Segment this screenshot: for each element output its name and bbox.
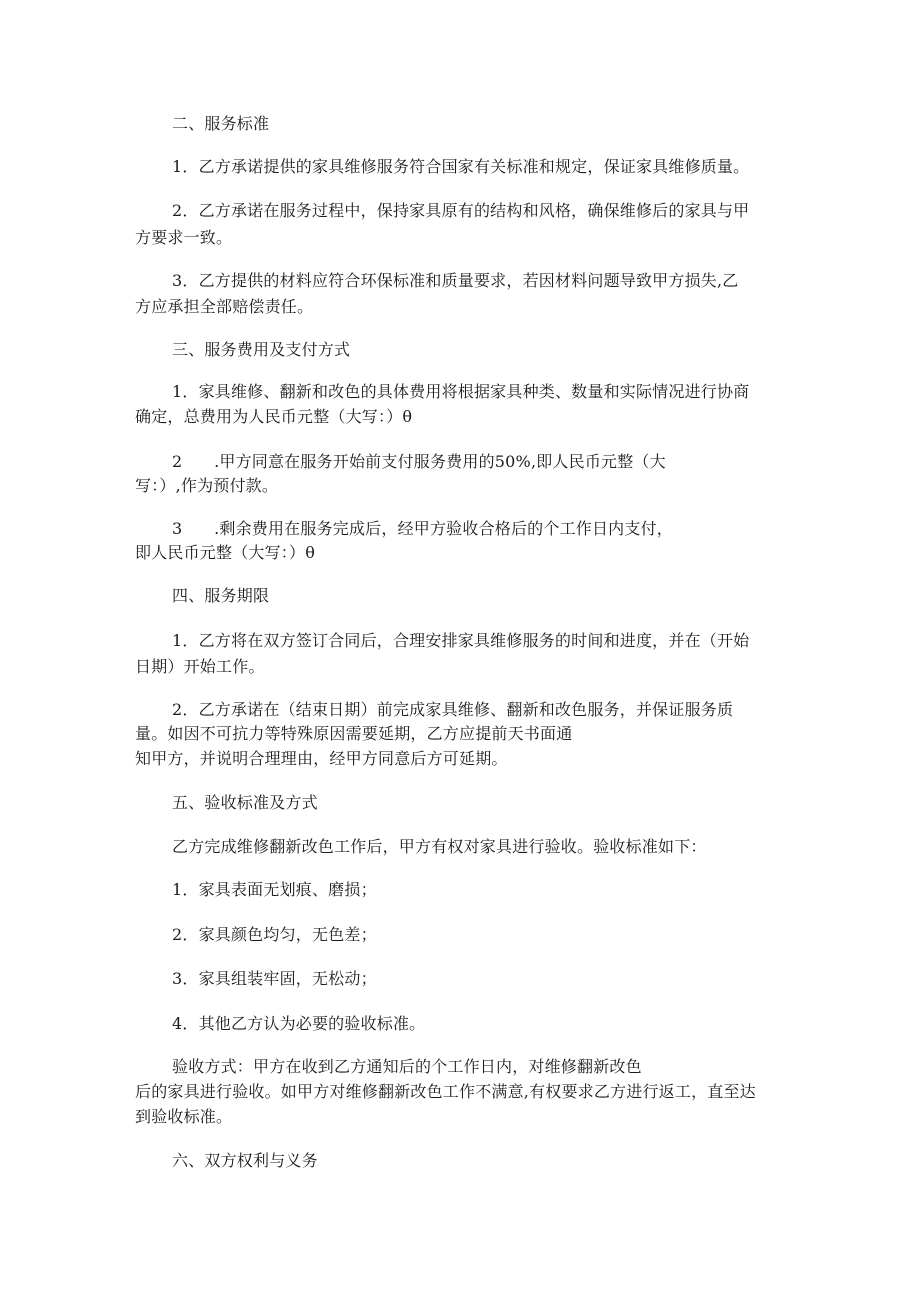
section-heading: 二、服务标准 — [172, 114, 270, 133]
paragraph-line: 乙方完成维修翻新改色工作后，甲方有权对家具进行验收。验收标准如下： — [172, 837, 707, 856]
section-heading: 三、服务费用及支付方式 — [172, 340, 351, 359]
list-item: 3．家具组装牢固，无松动； — [172, 969, 377, 988]
paragraph-line: 方应承担全部赔偿责任。 — [135, 297, 314, 316]
paragraph-line: 后的家具进行验收。如甲方对维修翻新改色工作不满意,有权要求乙方进行返工，直至达 — [135, 1082, 756, 1101]
section-heading: 五、验收标准及方式 — [172, 793, 318, 812]
paragraph-line: 即人民币元整（大写：）θ — [135, 543, 316, 562]
paragraph-line: 方要求一致。 — [135, 228, 233, 247]
paragraph-line: 1．乙方将在双方签订合同后，合理安排家具维修服务的时间和进度，并在（开始 — [172, 631, 750, 650]
paragraph-line: 3 .剩余费用在服务完成后，经甲方验收合格后的个工作日内支付， — [172, 519, 673, 538]
paragraph-line: 2 .甲方同意在服务开始前支付服务费用的50%,即人民币元整（大 — [172, 452, 666, 471]
paragraph-line: 确定，总费用为人民币元整（大写：）θ — [135, 407, 413, 426]
paragraph-line: 3．乙方提供的材料应符合环保标准和质量要求，若因材料问题导致甲方损失,乙 — [172, 271, 739, 290]
paragraph-line: 1．家具维修、翻新和改色的具体费用将根据家具种类、数量和实际情况进行协商 — [172, 382, 750, 401]
paragraph-line: 到验收标准。 — [135, 1107, 233, 1126]
paragraph-line: 2．乙方承诺在（结束日期）前完成家具维修、翻新和改色服务，并保证服务质 — [172, 700, 734, 719]
paragraph-line: 日期）开始工作。 — [135, 657, 265, 676]
section-heading: 六、双方权利与义务 — [172, 1151, 318, 1170]
list-item: 2．家具颜色均匀，无色差； — [172, 925, 377, 944]
list-item: 1．家具表面无划痕、磨损； — [172, 880, 377, 899]
paragraph-line: 量。如因不可抗力等特殊原因需要延期，乙方应提前天书面通 — [135, 724, 573, 743]
list-item: 4．其他乙方认为必要的验收标准。 — [172, 1014, 426, 1033]
paragraph-line: 写：）,作为预付款。 — [135, 476, 279, 495]
paragraph-line: 验收方式：甲方在收到乙方通知后的个工作日内，对维修翻新改色 — [172, 1057, 642, 1076]
section-heading: 四、服务期限 — [172, 586, 270, 605]
paragraph-line: 1．乙方承诺提供的家具维修服务符合国家有关标准和规定，保证家具维修质量。 — [172, 157, 750, 176]
paragraph-line: 2．乙方承诺在服务过程中，保持家具原有的结构和风格，确保维修后的家具与甲 — [172, 201, 750, 220]
paragraph-line: 知甲方，并说明合理理由，经甲方同意后方可延期。 — [135, 749, 508, 768]
